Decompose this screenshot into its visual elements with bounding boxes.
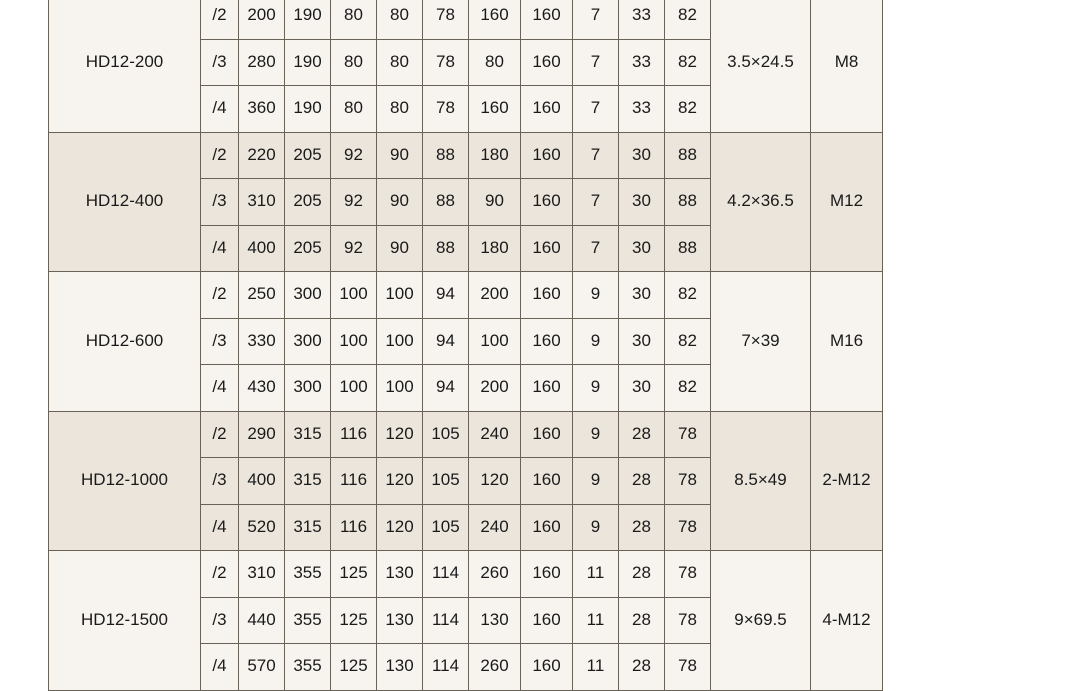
value-cell: 94	[423, 318, 469, 365]
value-cell: 160	[521, 0, 573, 39]
value-cell: 205	[285, 132, 331, 179]
value-cell: 116	[331, 458, 377, 505]
value-cell: 11	[573, 551, 619, 598]
value-cell: 78	[665, 597, 711, 644]
value-cell: 520	[239, 504, 285, 551]
value-cell: 220	[239, 132, 285, 179]
value-cell: 160	[469, 0, 521, 39]
stage-cell: /4	[201, 225, 239, 272]
value-cell: 28	[619, 551, 665, 598]
value-cell: 160	[521, 597, 573, 644]
value-cell: 28	[619, 504, 665, 551]
value-cell: 9	[573, 272, 619, 319]
value-cell: 9	[573, 411, 619, 458]
value-cell: 160	[521, 86, 573, 133]
value-cell: 30	[619, 132, 665, 179]
value-cell: 120	[377, 458, 423, 505]
value-cell: 28	[619, 644, 665, 691]
value-cell: 78	[665, 644, 711, 691]
value-cell: 30	[619, 179, 665, 226]
value-cell: 7	[573, 39, 619, 86]
value-cell: 205	[285, 225, 331, 272]
table-row	[49, 0, 883, 39]
table-row	[49, 272, 883, 319]
value-cell: 280	[239, 39, 285, 86]
value-cell: 130	[377, 551, 423, 598]
bolt-cell: 8.5×49	[711, 411, 811, 551]
value-cell: 100	[331, 365, 377, 412]
value-cell: 205	[285, 179, 331, 226]
value-cell: 250	[239, 272, 285, 319]
value-cell: 78	[423, 0, 469, 39]
value-cell: 82	[665, 272, 711, 319]
value-cell: 80	[469, 39, 521, 86]
stage-cell: /3	[201, 39, 239, 86]
value-cell: 200	[469, 272, 521, 319]
value-cell: 160	[521, 504, 573, 551]
value-cell: 120	[377, 504, 423, 551]
bolt-cell: 7×39	[711, 272, 811, 412]
value-cell: 160	[521, 225, 573, 272]
value-cell: 160	[521, 551, 573, 598]
value-cell: 160	[521, 411, 573, 458]
model-cell: HD12-1500	[49, 551, 201, 691]
stage-cell: /2	[201, 0, 239, 39]
model-cell: HD12-200	[49, 0, 201, 132]
value-cell: 430	[239, 365, 285, 412]
value-cell: 33	[619, 39, 665, 86]
value-cell: 80	[331, 0, 377, 39]
value-cell: 130	[377, 644, 423, 691]
value-cell: 315	[285, 411, 331, 458]
value-cell: 160	[521, 39, 573, 86]
value-cell: 105	[423, 411, 469, 458]
stage-cell: /3	[201, 179, 239, 226]
value-cell: 78	[423, 86, 469, 133]
value-cell: 7	[573, 86, 619, 133]
value-cell: 90	[377, 179, 423, 226]
value-cell: 160	[521, 365, 573, 412]
stage-cell: /2	[201, 272, 239, 319]
value-cell: 300	[285, 318, 331, 365]
value-cell: 200	[239, 0, 285, 39]
value-cell: 28	[619, 458, 665, 505]
value-cell: 180	[469, 225, 521, 272]
value-cell: 100	[377, 318, 423, 365]
model-cell: HD12-400	[49, 132, 201, 272]
bolt-cell: 4.2×36.5	[711, 132, 811, 272]
stage-cell: /3	[201, 318, 239, 365]
value-cell: 28	[619, 597, 665, 644]
value-cell: 310	[239, 551, 285, 598]
value-cell: 190	[285, 0, 331, 39]
value-cell: 78	[423, 39, 469, 86]
value-cell: 11	[573, 644, 619, 691]
value-cell: 160	[521, 272, 573, 319]
value-cell: 9	[573, 458, 619, 505]
value-cell: 400	[239, 458, 285, 505]
value-cell: 160	[521, 644, 573, 691]
value-cell: 30	[619, 272, 665, 319]
value-cell: 120	[469, 458, 521, 505]
value-cell: 80	[331, 39, 377, 86]
table-row	[49, 551, 883, 598]
value-cell: 88	[423, 225, 469, 272]
value-cell: 260	[469, 551, 521, 598]
value-cell: 80	[331, 86, 377, 133]
stage-cell: /4	[201, 644, 239, 691]
value-cell: 355	[285, 644, 331, 691]
stage-cell: /2	[201, 411, 239, 458]
thread-cell: 4-M12	[811, 551, 883, 691]
value-cell: 80	[377, 0, 423, 39]
value-cell: 7	[573, 225, 619, 272]
stage-cell: /3	[201, 597, 239, 644]
value-cell: 33	[619, 0, 665, 39]
value-cell: 7	[573, 179, 619, 226]
value-cell: 160	[521, 132, 573, 179]
value-cell: 90	[377, 225, 423, 272]
value-cell: 82	[665, 39, 711, 86]
value-cell: 116	[331, 411, 377, 458]
value-cell: 105	[423, 504, 469, 551]
value-cell: 360	[239, 86, 285, 133]
value-cell: 130	[377, 597, 423, 644]
stage-cell: /2	[201, 132, 239, 179]
value-cell: 88	[665, 225, 711, 272]
value-cell: 120	[377, 411, 423, 458]
value-cell: 82	[665, 0, 711, 39]
value-cell: 92	[331, 225, 377, 272]
value-cell: 125	[331, 644, 377, 691]
value-cell: 11	[573, 597, 619, 644]
value-cell: 190	[285, 86, 331, 133]
value-cell: 33	[619, 86, 665, 133]
value-cell: 78	[665, 411, 711, 458]
table-row	[49, 411, 883, 458]
value-cell: 240	[469, 411, 521, 458]
stage-cell: /4	[201, 365, 239, 412]
value-cell: 28	[619, 411, 665, 458]
value-cell: 200	[469, 365, 521, 412]
value-cell: 30	[619, 365, 665, 412]
value-cell: 94	[423, 365, 469, 412]
value-cell: 80	[377, 86, 423, 133]
model-cell: HD12-1000	[49, 411, 201, 551]
value-cell: 92	[331, 132, 377, 179]
value-cell: 7	[573, 132, 619, 179]
value-cell: 310	[239, 179, 285, 226]
stage-cell: /3	[201, 458, 239, 505]
value-cell: 88	[423, 132, 469, 179]
model-cell: HD12-600	[49, 272, 201, 412]
value-cell: 125	[331, 597, 377, 644]
specification-table	[48, 0, 883, 691]
stage-cell: /4	[201, 86, 239, 133]
table-row	[49, 132, 883, 179]
bolt-cell: 9×69.5	[711, 551, 811, 691]
value-cell: 30	[619, 318, 665, 365]
thread-cell: 2-M12	[811, 411, 883, 551]
value-cell: 82	[665, 365, 711, 412]
value-cell: 94	[423, 272, 469, 319]
value-cell: 88	[423, 179, 469, 226]
value-cell: 88	[665, 179, 711, 226]
value-cell: 315	[285, 504, 331, 551]
value-cell: 570	[239, 644, 285, 691]
value-cell: 116	[331, 504, 377, 551]
value-cell: 125	[331, 551, 377, 598]
value-cell: 100	[331, 272, 377, 319]
value-cell: 440	[239, 597, 285, 644]
value-cell: 100	[377, 365, 423, 412]
value-cell: 160	[521, 318, 573, 365]
value-cell: 180	[469, 132, 521, 179]
value-cell: 355	[285, 597, 331, 644]
bolt-cell: 3.5×24.5	[711, 0, 811, 132]
value-cell: 160	[469, 86, 521, 133]
value-cell: 9	[573, 365, 619, 412]
value-cell: 78	[665, 551, 711, 598]
value-cell: 300	[285, 365, 331, 412]
value-cell: 160	[521, 458, 573, 505]
stage-cell: /4	[201, 504, 239, 551]
value-cell: 9	[573, 504, 619, 551]
value-cell: 315	[285, 458, 331, 505]
thread-cell: M16	[811, 272, 883, 412]
value-cell: 92	[331, 179, 377, 226]
value-cell: 290	[239, 411, 285, 458]
value-cell: 114	[423, 551, 469, 598]
value-cell: 90	[469, 179, 521, 226]
value-cell: 114	[423, 597, 469, 644]
value-cell: 88	[665, 132, 711, 179]
stage-cell: /2	[201, 551, 239, 598]
value-cell: 30	[619, 225, 665, 272]
value-cell: 100	[469, 318, 521, 365]
value-cell: 7	[573, 0, 619, 39]
value-cell: 82	[665, 318, 711, 365]
value-cell: 9	[573, 318, 619, 365]
value-cell: 100	[331, 318, 377, 365]
value-cell: 80	[377, 39, 423, 86]
value-cell: 82	[665, 86, 711, 133]
value-cell: 240	[469, 504, 521, 551]
value-cell: 90	[377, 132, 423, 179]
value-cell: 100	[377, 272, 423, 319]
value-cell: 330	[239, 318, 285, 365]
value-cell: 78	[665, 504, 711, 551]
value-cell: 400	[239, 225, 285, 272]
value-cell: 78	[665, 458, 711, 505]
value-cell: 105	[423, 458, 469, 505]
value-cell: 160	[521, 179, 573, 226]
value-cell: 190	[285, 39, 331, 86]
value-cell: 114	[423, 644, 469, 691]
value-cell: 300	[285, 272, 331, 319]
value-cell: 260	[469, 644, 521, 691]
thread-cell: M12	[811, 132, 883, 272]
thread-cell: M8	[811, 0, 883, 132]
value-cell: 355	[285, 551, 331, 598]
value-cell: 130	[469, 597, 521, 644]
